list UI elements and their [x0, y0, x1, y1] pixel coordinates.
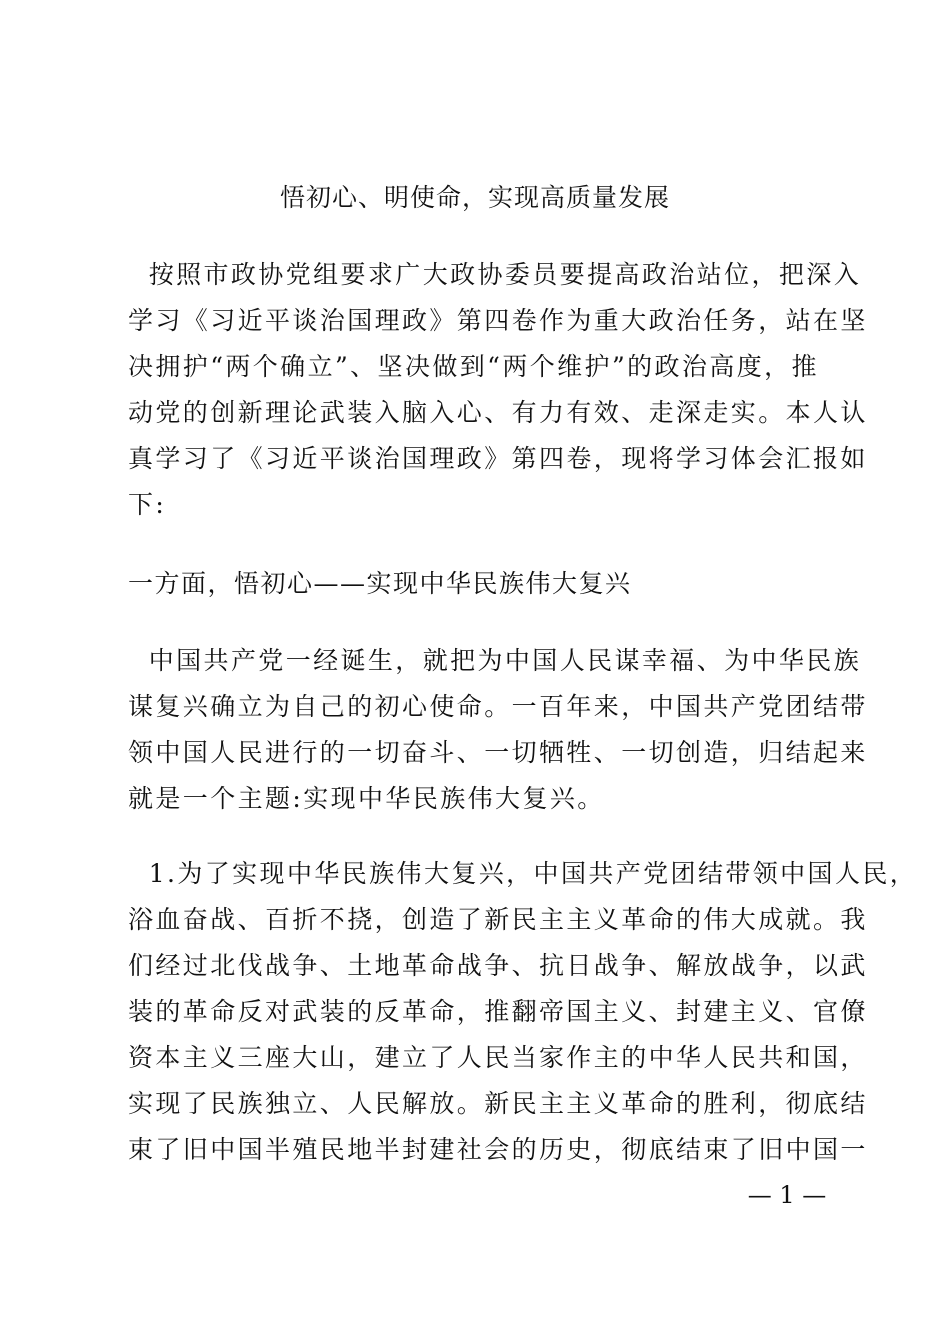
paragraph-line: 真学习了《习近平谈治国理政》第四卷，现将学习体会汇报如 — [128, 444, 868, 473]
section-heading: 一方面，悟初心——实现中华民族伟大复兴 — [128, 569, 632, 598]
paragraph-line: 实现了民族独立、人民解放。新民主主义革命的胜利，彻底结 — [128, 1089, 868, 1118]
paragraph-line: 束了旧中国半殖民地半封建社会的历史，彻底结束了旧中国一 — [128, 1135, 868, 1164]
paragraph-mission — [128, 638, 868, 822]
paragraph-line: 中国共产党一经诞生，就把为中国人民谋幸福、为中华民族 — [128, 646, 862, 675]
paragraph-line: 就是一个主题:实现中华民族伟大复兴。 — [128, 784, 605, 813]
paragraph-revolution — [128, 851, 918, 1173]
paragraph-line: 装的革命反对武装的反革命，推翻帝国主义、封建主义、官僚 — [128, 997, 868, 1026]
paragraph-line: 谋复兴确立为自己的初心使命。一百年来，中国共产党团结带 — [128, 692, 868, 721]
paragraph-line: 们经过北伐战争、土地革命战争、抗日战争、解放战争，以武 — [128, 951, 868, 980]
paragraph-intro — [128, 252, 868, 528]
paragraph-line: 1.为了实现中华民族伟大复兴，中国共产党团结带领中国人民， — [128, 859, 918, 888]
document-title: 悟初心、明使命，实现高质量发展 — [279, 183, 670, 212]
paragraph-line: 资本主义三座大山，建立了人民当家作主的中华人民共和国， — [128, 1043, 868, 1072]
paragraph-line: 动党的创新理论武装入脑入心、有力有效、走深走实。本人认 — [128, 398, 868, 427]
paragraph-line: 浴血奋战、百折不挠，创造了新民主主义革命的伟大成就。我 — [128, 905, 868, 934]
page-number: — 1 — — [747, 1181, 827, 1209]
paragraph-line: 学习《习近平谈治国理政》第四卷作为重大政治任务，站在坚 — [128, 306, 868, 335]
paragraph-line: 按照市政协党组要求广大政协委员要提高政治站位，把深入 — [128, 260, 862, 289]
paragraph-line: 领中国人民进行的一切奋斗、一切牺牲、一切创造，归结起来 — [128, 738, 868, 767]
paragraph-line: 下: — [128, 490, 167, 519]
paragraph-line: 决拥护“两个确立”、坚决做到“两个维护”的政治高度，推 — [128, 352, 819, 381]
